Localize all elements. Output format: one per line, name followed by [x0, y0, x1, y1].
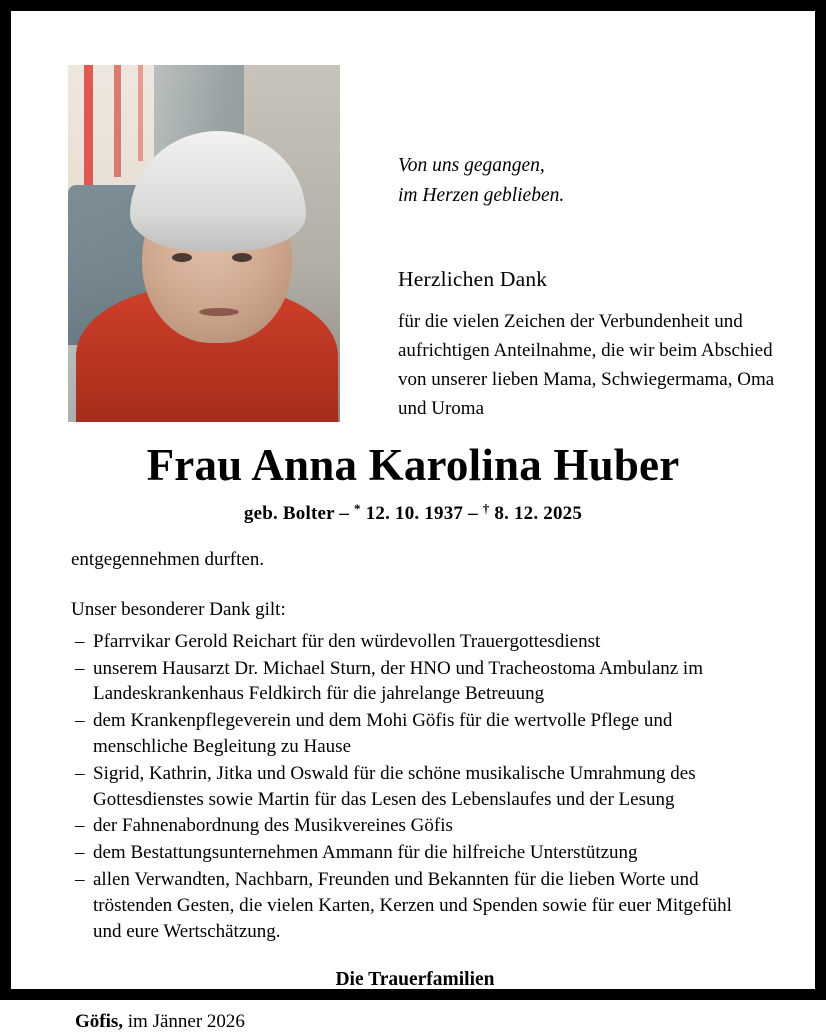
dash-2: –: [468, 503, 478, 525]
portrait-container: [68, 65, 340, 422]
list-item: – dem Krankenpflegeverein und dem Mohi Göfis für die wertvolle Pflege und menschliche Begleitung zu Hause: [71, 708, 759, 760]
thanks-heading: Herzlichen Dank: [398, 267, 548, 292]
signature-families: Die Trauerfamilien: [335, 968, 495, 990]
special-thanks-heading: Unser besonderer Dank gilt:: [71, 598, 286, 620]
death-symbol: †: [482, 501, 490, 517]
list-item: – unserem Hausarzt Dr. Michael Sturn, der HNO und Tracheostoma Ambulanz im Landeskrankenhaus Feldkirch für die jahrelange Betreuung: [71, 656, 759, 708]
place-name: Göfis,: [75, 1011, 124, 1033]
top-section: [11, 11, 815, 424]
list-item: – dem Bestattungsunternehmen Ammann für die hilfreiche Unterstützung: [71, 840, 759, 866]
epitaph: [398, 151, 775, 211]
list-item: – der Fahnenabordnung des Musikvereines Göfis: [71, 813, 759, 839]
death-date: 8. 12. 2025: [494, 503, 583, 525]
name-dates-line: [11, 501, 815, 525]
portrait-photo: [68, 65, 340, 422]
epitaph-line-1: Von uns gegangen,: [398, 155, 545, 176]
continuation-line: entgegennehmen durften.: [71, 549, 265, 571]
place-date: im Jänner 2026: [123, 1011, 245, 1033]
list-item: – allen Verwandten, Nachbarn, Freunden und Bekannten für die lieben Worte und tröstenden Gesten, die vielen Karten, Kerzen und Spenden sowie für euer Mitgefühl und eure Wertschätzung.: [71, 867, 759, 944]
photo-shading: [68, 65, 340, 422]
maiden-name: geb. Bolter: [243, 503, 335, 525]
deceased-name: Frau Anna Karolina Huber: [146, 439, 680, 490]
birth-symbol: *: [354, 501, 361, 517]
lower-text-block: [11, 547, 815, 1035]
thanks-body: für die vielen Zeichen der Verbundenheit und aufrichtigen Anteilnahme, die wir beim Abschied von unserer lieben Mama, Schwiegermama, Oma und Uroma: [398, 311, 775, 420]
thanks-list: [71, 629, 759, 945]
intro-text-block: [340, 65, 815, 424]
obituary-card: [11, 11, 815, 1033]
dash-1: –: [339, 503, 350, 525]
place-and-date: [71, 1009, 759, 1035]
list-item: – Pfarrvikar Gerold Reichart für den würdevollen Trauergottesdienst: [71, 629, 759, 655]
birth-date: 12. 10. 1937: [365, 503, 464, 525]
list-item: – Sigrid, Kathrin, Jitka und Oswald für die schöne musikalische Umrahmung des Gottesdienstes sowie Martin für das Lesen des Lebenslaufes und der Lesung: [71, 761, 759, 813]
epitaph-line-2: im Herzen geblieben.: [398, 185, 565, 207]
